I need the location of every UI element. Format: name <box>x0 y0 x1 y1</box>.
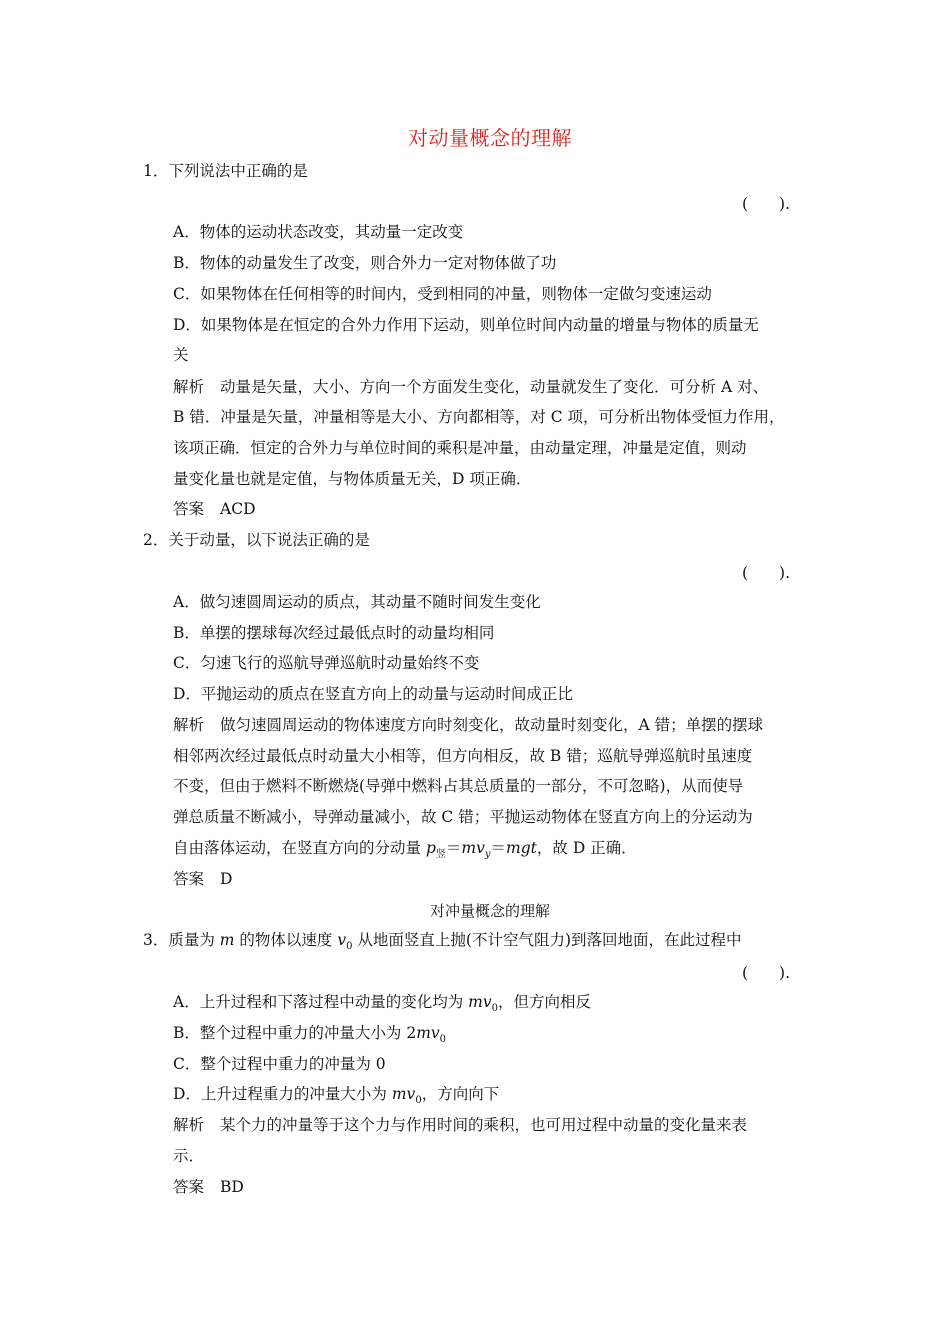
question-1-analysis <box>173 377 768 397</box>
formula-mgt: mgt <box>506 839 537 857</box>
question-1-analysis-line-3: 该项正确．恒定的合外力与单位时间的乘积是冲量，由动量定理，冲量是定值，则动 <box>173 439 747 457</box>
analysis-text: 做匀速圆周运动的物体速度方向时刻变化，故动量时刻变化，A 错；单摆的摆球 <box>220 716 764 734</box>
section-title: 对冲量概念的理解 <box>429 902 550 920</box>
option-a-suffix: ，但方向相反 <box>497 993 591 1011</box>
question-2-option-a: A．做匀速圆周运动的质点，其动量不随时间发生变化 <box>173 593 541 611</box>
answer-label: 答案 <box>173 870 205 888</box>
answer-label: 答案 <box>173 1178 205 1196</box>
question-3-analysis-line-2: 示． <box>173 1147 205 1165</box>
var-mv: mv <box>391 1085 416 1103</box>
question-2-analysis-line-4: 弹总质量不断减小，导弹动量减小，故 C 错；平抛运动物体在竖直方向上的分运动为 <box>173 808 753 826</box>
question-2-option-c: C．匀速飞行的巡航导弹巡航时动量始终不变 <box>173 654 480 672</box>
answer-value: BD <box>220 1178 244 1196</box>
formula-equals-2: ＝ <box>490 839 507 857</box>
stem-mid: 的物体以速度 <box>234 931 338 949</box>
question-3-stem <box>143 930 742 957</box>
formula-mv: mv <box>461 839 485 857</box>
question-2-option-b: B．单摆的摆球每次经过最低点时的动量均相同 <box>173 624 495 642</box>
question-2-analysis-line-2: 相邻两次经过最低点时动量大小相等，但方向相反，故 B 错；巡航导弹巡航时虽速度 <box>173 747 753 765</box>
page-title: 对动量概念的理解 <box>408 126 572 150</box>
answer-label: 答案 <box>173 500 205 518</box>
question-1-analysis-line-4: 量变化量也就是定值，与物体质量无关，D 项正确． <box>173 470 532 488</box>
option-b-prefix: B．整个过程中重力的冲量大小为 2 <box>173 1024 417 1042</box>
answer-value: D <box>220 870 233 888</box>
analysis-text: 动量是矢量，大小、方向一个方面发生变化，动量就发生了变化．可分析 A 对、 <box>220 378 769 396</box>
question-2-stem: 2．关于动量，以下说法正确的是 <box>143 531 370 549</box>
question-2-analysis-line-5 <box>173 838 637 865</box>
question-1-answer-blank: ( ). <box>742 195 791 213</box>
question-3-option-a <box>173 992 591 1019</box>
question-2-analysis <box>173 715 763 735</box>
question-3-answer-blank: ( ). <box>742 964 791 982</box>
stem-suffix: 从地面竖直上抛(不计空气阻力)到落回地面，在此过程中 <box>352 931 742 949</box>
question-3-answer <box>173 1177 244 1197</box>
question-3-option-c: C．整个过程中重力的冲量为 0 <box>173 1055 386 1073</box>
var-v: v <box>337 931 347 949</box>
question-1-option-a: A．物体的运动状态改变，其动量一定改变 <box>173 223 464 241</box>
option-d-suffix: ，方向向下 <box>421 1085 500 1103</box>
analysis-label: 解析 <box>173 716 205 734</box>
var-subscript: 0 <box>439 1034 447 1046</box>
stem-prefix: 3．质量为 <box>143 931 220 949</box>
formula-v-subscript: y <box>484 849 491 861</box>
var-subscript: 0 <box>415 1095 422 1107</box>
answer-value: ACD <box>220 500 256 518</box>
formula-suffix: ，故 D 正确． <box>536 839 637 857</box>
var-v-subscript: 0 <box>346 941 353 953</box>
formula-p: p <box>425 839 436 857</box>
question-2-answer-blank: ( ). <box>742 564 791 582</box>
question-1-option-b: B．物体的动量发生了改变，则合外力一定对物体做了功 <box>173 254 557 272</box>
question-2-analysis-line-3: 不变，但由于燃料不断燃烧(导弹中燃料占其总质量的一部分，不可忽略)，从而使导 <box>173 777 744 795</box>
analysis-text: 某个力的冲量等于这个力与作用时间的乘积，也可用过程中动量的变化量来表 <box>220 1116 748 1134</box>
analysis-label: 解析 <box>173 1116 205 1134</box>
question-1-option-c: C．如果物体在任何相等的时间内，受到相同的冲量，则物体一定做匀变速运动 <box>173 285 712 303</box>
var-m: m <box>219 931 235 949</box>
question-3-option-b <box>173 1023 446 1050</box>
formula-equals: ＝ <box>445 839 462 857</box>
var-mv: mv <box>416 1024 440 1042</box>
formula-p-subscript: 竖 <box>435 849 446 861</box>
question-2-option-d: D．平抛运动的质点在竖直方向上的动量与运动时间成正比 <box>173 685 573 703</box>
question-1-analysis-line-2: B 错．冲量是矢量，冲量相等是大小、方向都相等，对 C 项，可分析出物体受恒力作用， <box>173 408 785 426</box>
option-a-prefix: A．上升过程和下落过程中动量的变化均为 <box>173 993 469 1011</box>
formula-prefix: 自由落体运动，在竖直方向的分动量 <box>173 839 426 857</box>
question-2-answer <box>173 869 232 889</box>
analysis-label: 解析 <box>173 378 205 396</box>
question-3-option-d <box>173 1084 499 1111</box>
question-1-option-d-cont: 关 <box>173 346 189 364</box>
var-subscript: 0 <box>491 1003 498 1015</box>
option-d-prefix: D．上升过程重力的冲量大小为 <box>173 1085 392 1103</box>
var-mv: mv <box>468 993 492 1011</box>
question-1-option-d: D．如果物体是在恒定的合外力作用下运动，则单位时间内动量的增量与物体的质量无 <box>173 316 759 334</box>
question-1-answer <box>173 499 256 519</box>
question-1-stem: 1．下列说法中正确的是 <box>143 162 308 180</box>
question-3-analysis <box>173 1115 747 1135</box>
